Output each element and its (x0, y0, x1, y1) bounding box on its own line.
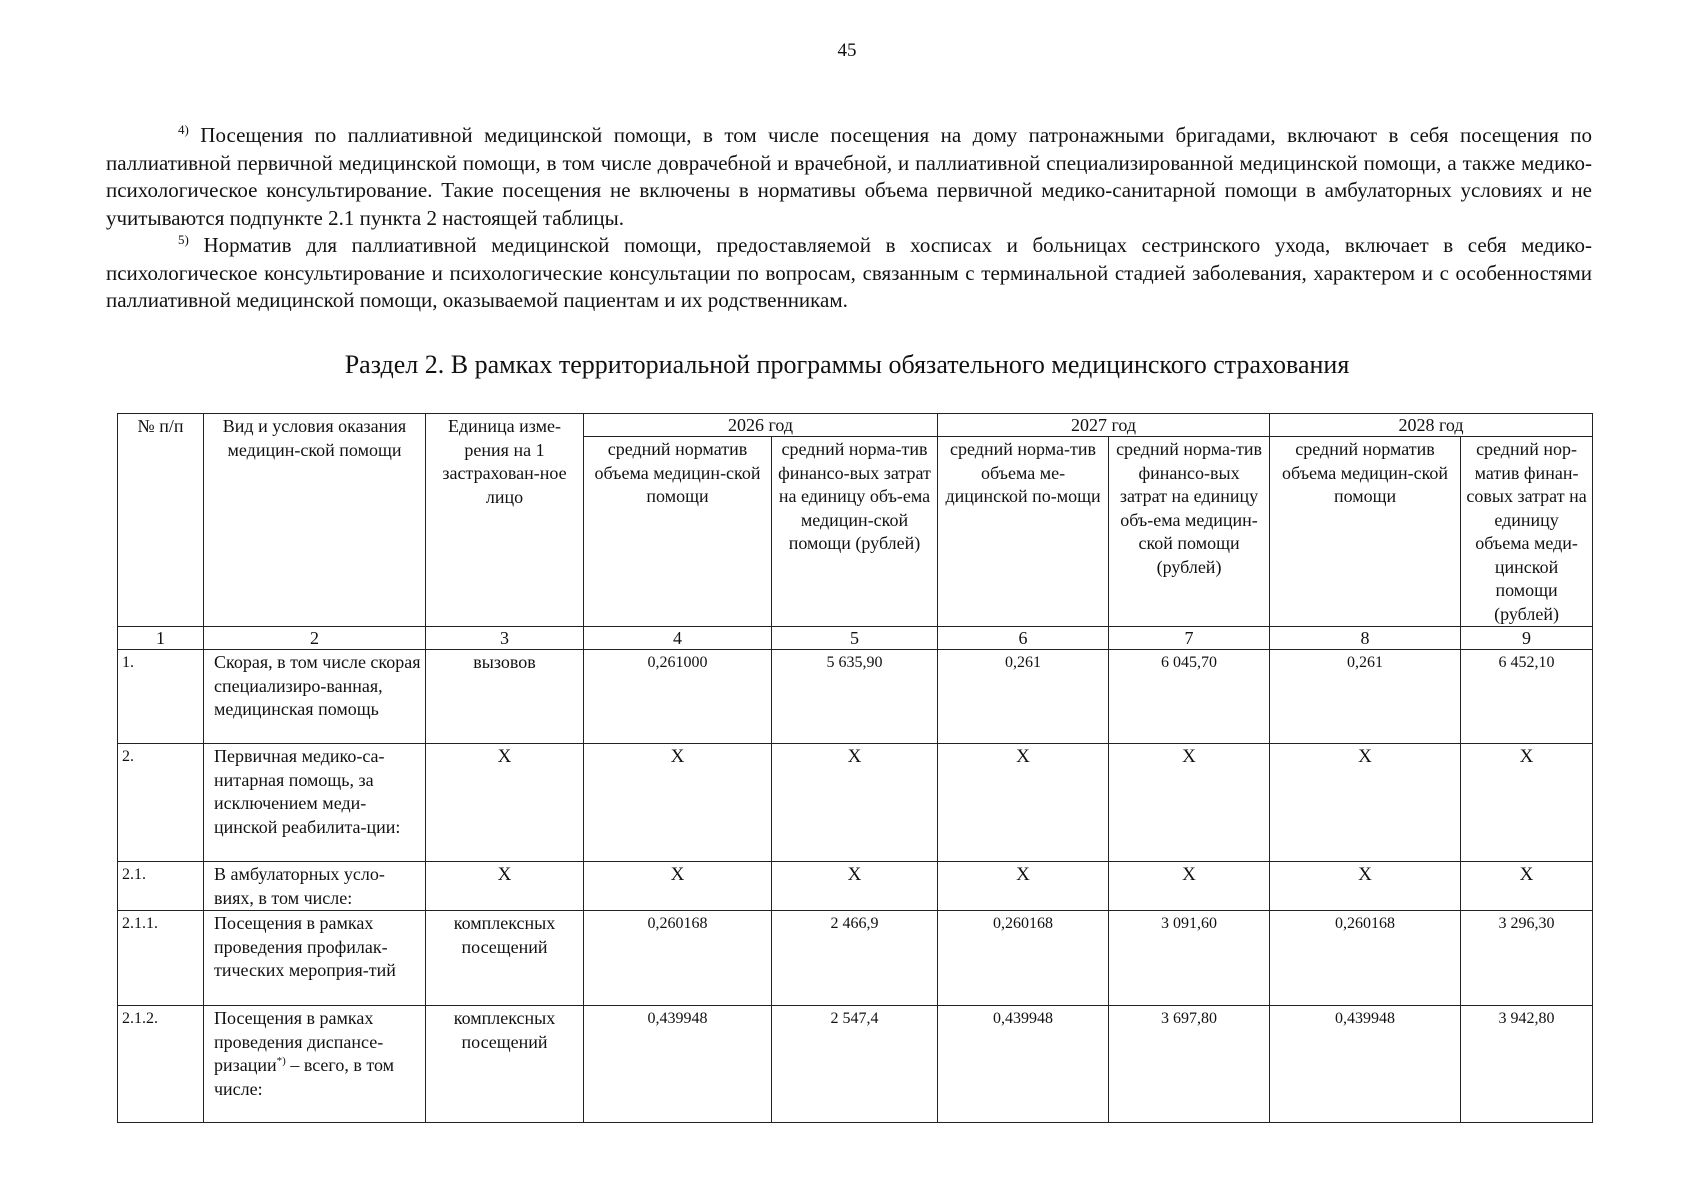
footnote-5 (106, 232, 1592, 315)
page-number: 45 (837, 40, 857, 61)
column-number: 9 (1461, 627, 1593, 650)
value-2027-cost: 6 045,70 (1109, 650, 1270, 744)
unit-cell: вызовов (426, 650, 584, 744)
value-2027-volume: X (938, 744, 1109, 862)
value-2027-cost: 3 697,80 (1109, 1006, 1270, 1123)
value-2027-cost: X (1109, 862, 1270, 911)
unit-cell: комплексных посещений (426, 911, 584, 1006)
norms-table (117, 413, 1593, 1123)
value-2026-volume: 0,261000 (584, 650, 772, 744)
row-number: 1. (118, 650, 204, 744)
column-number: 3 (426, 627, 584, 650)
header-year-2027: 2027 год (938, 414, 1270, 437)
column-number: 6 (938, 627, 1109, 650)
value-2028-volume: 0,439948 (1270, 1006, 1461, 1123)
header-2027-cost: средний норма-тив финансо-вых затрат на единицу объ-ема медицин-ской помощи (рублей) (1109, 437, 1270, 627)
care-type: Первичная медико-са-нитарная помощь, за исключением меди-цинской реабилита-ции: (204, 744, 426, 862)
footnote-4 (106, 122, 1592, 232)
footnote-reference: *) (276, 1055, 286, 1067)
value-2028-cost: 6 452,10 (1461, 650, 1593, 744)
value-2028-cost: 3 942,80 (1461, 1006, 1593, 1123)
value-2027-cost: X (1109, 744, 1270, 862)
column-number-row (118, 627, 1593, 650)
header-year-2028: 2028 год (1270, 414, 1593, 437)
header-2028-volume: средний норматив объема медицин-ской помощи (1270, 437, 1461, 627)
table-row (118, 744, 1593, 862)
value-2026-volume: 0,260168 (584, 911, 772, 1006)
column-number: 5 (772, 627, 938, 650)
section-title: Раздел 2. В рамках территориальной программы обязательного медицинского страхования (344, 350, 1350, 379)
unit-cell: X (426, 744, 584, 862)
care-type-text: Посещения в рамках проведения диспансе-ризации (214, 1008, 384, 1075)
value-2026-volume: X (584, 744, 772, 862)
value-2028-volume: 0,261 (1270, 650, 1461, 744)
column-number: 4 (584, 627, 772, 650)
value-2027-cost: 3 091,60 (1109, 911, 1270, 1006)
value-2026-cost: X (772, 862, 938, 911)
table-row (118, 911, 1593, 1006)
footnote-text: Посещения по паллиативной медицинской помощи, в том числе посещения на дому патронажными бригадами, включают в себя посещения по паллиативной первичной медицинской помощи, в том числе доврачебной и врачебной, и паллиативной специализированной медицинской помощи, а также медико-психологическое консультирование. Такие посещения не включены в нормативы объема первичной медико-санитарной помощи в амбулаторных условиях и не учитываются подпункте 2.1 пункта 2 настоящей таблицы. (106, 123, 1593, 230)
value-2027-volume: X (938, 862, 1109, 911)
care-type (204, 1006, 426, 1123)
care-type: Посещения в рамках проведения профилак-тических мероприя-тий (204, 911, 426, 1006)
header-2028-cost: средний нор-матив финан-совых затрат на единицу объема меди-цинской помощи (рублей) (1461, 437, 1593, 627)
table-row (118, 650, 1593, 744)
header-unit: Единица изме-рения на 1 застрахован-ное лицо (426, 414, 584, 627)
value-2026-cost: 2 466,9 (772, 911, 938, 1006)
value-2026-cost: X (772, 744, 938, 862)
value-2027-volume: 0,260168 (938, 911, 1109, 1006)
footnote-marker: 5) (178, 232, 189, 247)
row-number: 2.1.2. (118, 1006, 204, 1123)
footnotes (106, 122, 1592, 315)
column-number: 1 (118, 627, 204, 650)
column-number: 8 (1270, 627, 1461, 650)
table-row (118, 1006, 1593, 1123)
header-2026-volume: средний норматив объема медицин-ской помощи (584, 437, 772, 627)
header-year-2026: 2026 год (584, 414, 938, 437)
column-number: 7 (1109, 627, 1270, 650)
value-2028-cost: 3 296,30 (1461, 911, 1593, 1006)
value-2026-volume: 0,439948 (584, 1006, 772, 1123)
care-type: В амбулаторных усло-виях, в том числе: (204, 862, 426, 911)
care-type-suffix: – всего, в том числе: (214, 1055, 395, 1099)
value-2027-volume: 0,261 (938, 650, 1109, 744)
header-num: № п/п (118, 414, 204, 627)
value-2028-cost: X (1461, 744, 1593, 862)
unit-cell: комплексных посещений (426, 1006, 584, 1123)
unit-cell: X (426, 862, 584, 911)
row-number: 2. (118, 744, 204, 862)
row-number: 2.1.1. (118, 911, 204, 1006)
header-care-type: Вид и условия оказания медицин-ской помощи (204, 414, 426, 627)
care-type: Скорая, в том числе скорая специализиро-ванная, медицинская помощь (204, 650, 426, 744)
value-2027-volume: 0,439948 (938, 1006, 1109, 1123)
value-2026-volume: X (584, 862, 772, 911)
footnote-marker: 4) (178, 122, 189, 137)
header-2027-volume: средний норма-тив объема ме-дицинской по-мощи (938, 437, 1109, 627)
value-2026-cost: 2 547,4 (772, 1006, 938, 1123)
value-2028-volume: 0,260168 (1270, 911, 1461, 1006)
value-2028-cost: X (1461, 862, 1593, 911)
value-2026-cost: 5 635,90 (772, 650, 938, 744)
value-2028-volume: X (1270, 744, 1461, 862)
footnote-text: Норматив для паллиативной медицинской помощи, предоставляемой в хосписах и больницах сестринского ухода, включает в себя медико-психологическое консультирование и психологические консультации по вопросам, связанным с терминальной стадией заболевания, характером и с особенностями паллиативной медицинской помощи, оказываемой пациентам и их родственникам. (106, 233, 1593, 312)
row-number: 2.1. (118, 862, 204, 911)
header-row-years (118, 414, 1593, 437)
value-2028-volume: X (1270, 862, 1461, 911)
column-number: 2 (204, 627, 426, 650)
header-2026-cost: средний норма-тив финансо-вых затрат на единицу объ-ема медицин-ской помощи (рублей) (772, 437, 938, 627)
table-row (118, 862, 1593, 911)
